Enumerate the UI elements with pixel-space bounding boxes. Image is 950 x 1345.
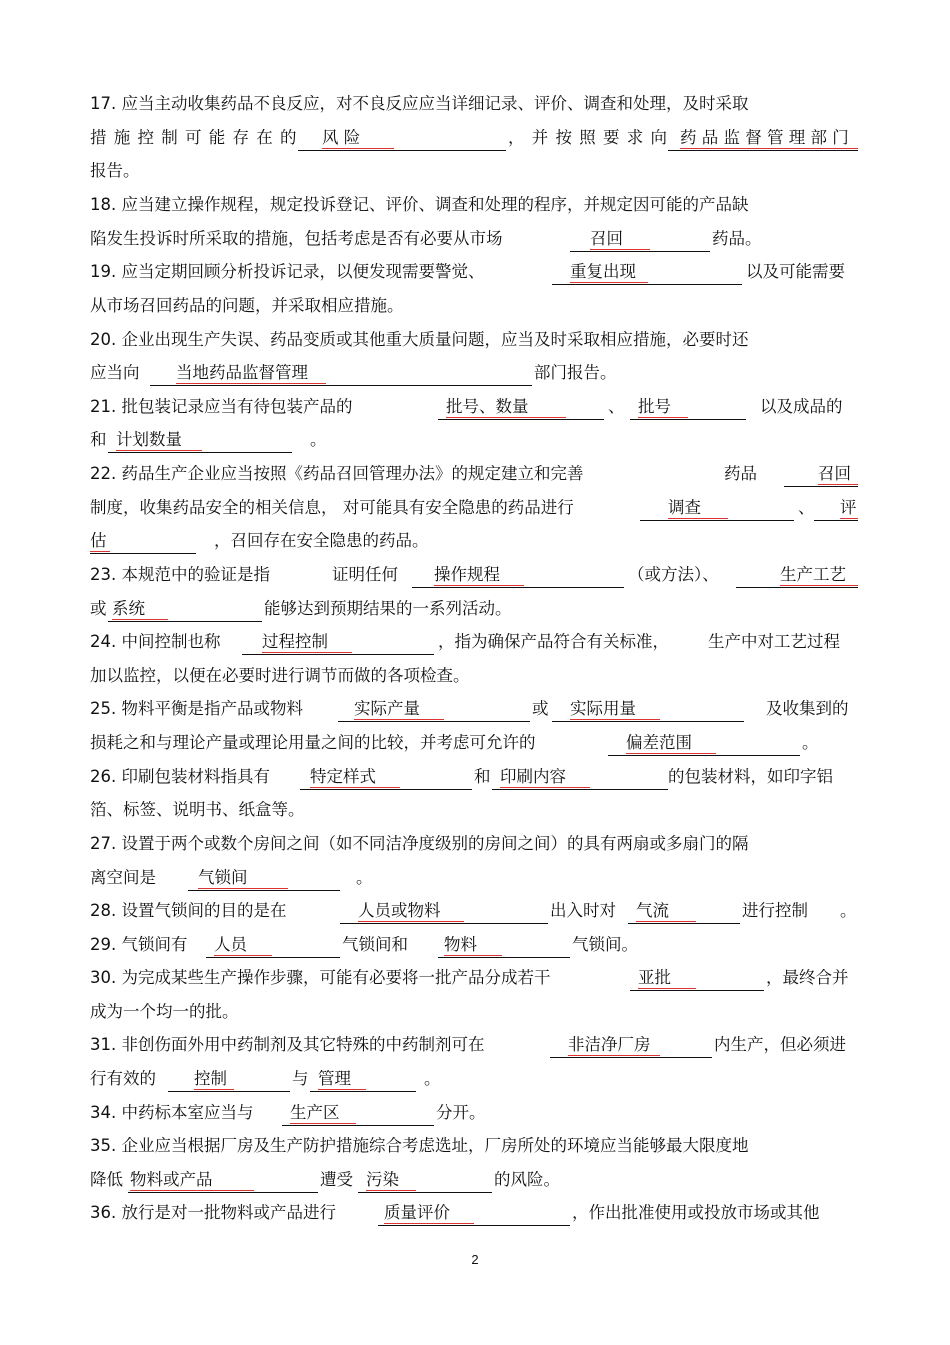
- line-text: 或: [532, 699, 549, 718]
- line-text: 17. 应当主动收集药品不良反应，对不良反应应当详细记录、评价、调查和处理，及时采取: [90, 94, 749, 113]
- text-line: [90, 832, 870, 856]
- line-text: 加以监控，以便在必要时进行调节而做的各项检查。: [90, 666, 470, 685]
- answer-text: 批号: [638, 395, 688, 418]
- line-text: 18. 应当建立操作规程，规定投诉登记、评价、调查和处理的程序，并规定因可能的产品缺: [90, 195, 749, 214]
- text-line: [90, 92, 870, 116]
- line-text: 19. 应当定期回顾分析投诉记录，以便发现需要警觉、: [90, 262, 485, 281]
- line-text: 离空间是: [90, 868, 156, 887]
- text-line: [90, 159, 870, 183]
- answer-text: 特定样式: [310, 765, 400, 788]
- line-text: 21. 批包装记录应当有待包装产品的: [90, 397, 353, 416]
- line-text: 24. 中间控制也称: [90, 632, 221, 651]
- answer-text: 召回: [590, 227, 650, 250]
- answer-text: 重复出现: [570, 260, 648, 283]
- line-text: 降低: [90, 1170, 123, 1189]
- line-text: 药品: [724, 464, 757, 483]
- answer-text: 生产工艺: [780, 563, 858, 586]
- line-text: ，最终合并: [766, 968, 849, 987]
- line-text: 29. 气锁间有: [90, 935, 188, 954]
- line-text: 以及可能需要: [746, 262, 845, 281]
- answer-text: 风 险: [322, 126, 394, 149]
- text-line: [90, 193, 870, 217]
- text-line: [90, 328, 870, 352]
- line-text: 20. 企业出现生产失误、药品变质或其他重大质量问题，应当及时采取相应措施，必要时还: [90, 330, 749, 349]
- line-text: ， 并 按 照 要 求 向: [508, 128, 668, 147]
- text-line: [90, 294, 870, 318]
- line-text: 能够达到预期结果的一系列活动。: [264, 599, 512, 618]
- line-text: 行有效的: [90, 1069, 156, 1088]
- line-text: 报告。: [90, 161, 140, 180]
- answer-text: 气流: [636, 899, 696, 922]
- text-line: [90, 1101, 870, 1125]
- text-line: [90, 395, 870, 419]
- line-text: 的风险。: [494, 1170, 560, 1189]
- line-text: 箔、标签、说明书、纸盒等。: [90, 800, 305, 819]
- line-text: 遭受: [320, 1170, 353, 1189]
- answer-text: 召回: [818, 462, 858, 485]
- line-text: 或: [90, 599, 107, 618]
- text-line: [90, 731, 870, 755]
- text-line: [90, 496, 870, 520]
- answer-text: 印刷内容: [500, 765, 590, 788]
- line-text: 与: [292, 1069, 309, 1088]
- line-text: 证明任何: [332, 565, 398, 584]
- line-text: ，作出批准使用或投放市场或其他: [572, 1203, 820, 1222]
- answer-text: 人员或物料: [358, 899, 464, 922]
- line-text: 23. 本规范中的验证是指: [90, 565, 270, 584]
- text-line: [90, 798, 870, 822]
- line-text: 成为一个均一的批。: [90, 1002, 239, 1021]
- text-line: [90, 899, 870, 923]
- line-text: 35. 企业应当根据厂房及生产防护措施综合考虑选址，厂房所处的环境应当能够最大限度地: [90, 1136, 749, 1155]
- line-text: 。: [840, 901, 857, 920]
- answer-text: 当地药品监督管理: [176, 361, 326, 384]
- text-line: [90, 1000, 870, 1024]
- text-line: [90, 260, 870, 284]
- answer-text: 质量评价: [384, 1201, 474, 1224]
- answer-text: 实际产量: [354, 697, 444, 720]
- line-text: 气锁间和: [342, 935, 408, 954]
- line-text: 、: [608, 397, 625, 416]
- answer-text: 人员: [214, 933, 272, 956]
- text-line: [90, 1033, 870, 1057]
- line-text: 生产中对工艺过程: [708, 632, 840, 651]
- answer-text: 操作规程: [434, 563, 524, 586]
- line-text: 及收集到的: [766, 699, 849, 718]
- answer-text: 评: [840, 498, 857, 517]
- line-text: 气锁间。: [572, 935, 638, 954]
- line-text: 进行控制: [742, 901, 808, 920]
- text-line: [90, 630, 870, 654]
- answer-text: 控制: [194, 1067, 234, 1090]
- text-line: [90, 866, 870, 890]
- text-line: [90, 1134, 870, 1158]
- text-line: [90, 765, 870, 789]
- text-line: [90, 1201, 870, 1225]
- line-text: 36. 放行是对一批物料或产品进行: [90, 1203, 336, 1222]
- text-line: [90, 664, 870, 688]
- line-text: 措 施 控 制 可 能 存 在 的: [90, 128, 298, 147]
- line-text: 30. 为完成某些生产操作步骤，可能有必要将一批产品分成若干: [90, 968, 551, 987]
- line-text: ，指为确保产品符合有关标准，: [438, 632, 669, 651]
- line-text: 。: [424, 1069, 441, 1088]
- text-line: [90, 1067, 870, 1091]
- text-line: [90, 966, 870, 990]
- answer-text: 估: [90, 529, 110, 552]
- answer-text: 生产区: [290, 1101, 356, 1124]
- answer-text: 非洁净厂房: [568, 1033, 660, 1056]
- answer-text: 批号、数量: [446, 395, 566, 418]
- line-text: 药品。: [712, 229, 762, 248]
- page-number: 2: [471, 1252, 479, 1267]
- line-text: 、: [798, 498, 815, 517]
- line-text: （或方法）、: [628, 565, 719, 584]
- line-text: 制度，收集药品安全的相关信息， 对可能具有安全隐患的药品进行: [90, 498, 574, 517]
- answer-text: 系统: [112, 597, 168, 620]
- text-line: [90, 1168, 870, 1192]
- text-line: [90, 126, 870, 150]
- line-text: 28. 设置气锁间的目的是在: [90, 901, 287, 920]
- answer-text: 药 品 监 督 管 理 部 门: [680, 126, 858, 149]
- line-text: 31. 非创伤面外用中药制剂及其它特殊的中药制剂可在: [90, 1035, 485, 1054]
- text-line: [90, 462, 870, 486]
- line-text: 34. 中药标本室应当与: [90, 1103, 254, 1122]
- line-text: 应当向: [90, 363, 140, 382]
- line-text: 部门报告。: [534, 363, 617, 382]
- text-line: [90, 697, 870, 721]
- answer-text: 物料或产品: [130, 1168, 254, 1191]
- answer-text: 亚批: [638, 966, 696, 989]
- text-line: [90, 597, 870, 621]
- answer-text: 污染: [366, 1168, 416, 1191]
- line-text: 25. 物料平衡是指产品或物料: [90, 699, 303, 718]
- line-text: 和: [90, 430, 107, 449]
- answer-text: 实际用量: [570, 697, 660, 720]
- line-text: 。: [802, 733, 819, 752]
- answer-text: 物料: [444, 933, 502, 956]
- line-text: 。: [310, 430, 327, 449]
- line-text: 。: [356, 868, 373, 887]
- line-text: 的包装材料，如印字铝: [668, 767, 833, 786]
- answer-text: 调查: [668, 496, 728, 519]
- answer-text: 偏差范围: [626, 731, 716, 754]
- line-text: 分开。: [436, 1103, 486, 1122]
- answer-text: 管理: [318, 1067, 366, 1090]
- line-text: 和: [474, 767, 491, 786]
- text-line: [90, 227, 870, 251]
- line-text: 以及成品的: [760, 397, 843, 416]
- line-text: 27. 设置于两个或数个房间之间（如不同洁净度级别的房间之间）的具有两扇或多扇门的隔: [90, 834, 749, 853]
- text-line: [90, 933, 870, 957]
- line-text: 22. 药品生产企业应当按照《药品召回管理办法》的规定建立和完善: [90, 464, 584, 483]
- answer-text: 过程控制: [262, 630, 352, 653]
- line-text: 损耗之和与理论产量或理论用量之间的比较，并考虑可允许的: [90, 733, 536, 752]
- answer-text: 气锁间: [198, 866, 288, 889]
- answer-text: 计划数量: [116, 428, 202, 451]
- line-text: 陷发生投诉时所采取的措施，包括考虑是否有必要从市场: [90, 229, 503, 248]
- line-text: ，召回存在安全隐患的药品。: [214, 531, 429, 550]
- line-text: 出入时对: [550, 901, 616, 920]
- line-text: 26. 印刷包装材料指具有: [90, 767, 270, 786]
- line-text: 内生产，但必须进: [714, 1035, 846, 1054]
- line-text: 从市场召回药品的问题，并采取相应措施。: [90, 296, 404, 315]
- text-line: [90, 428, 870, 452]
- text-line: [90, 563, 870, 587]
- text-line: [90, 529, 870, 553]
- text-line: [90, 361, 870, 385]
